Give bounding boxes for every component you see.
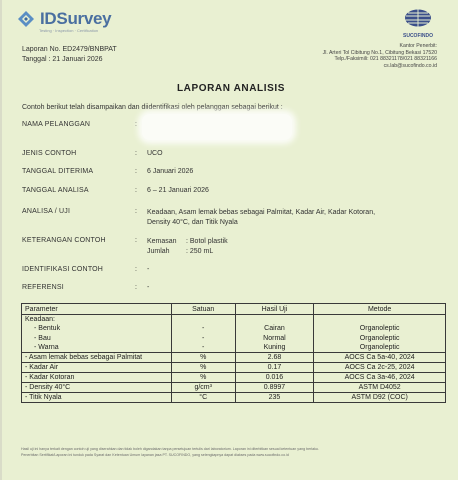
cell-satuan: % xyxy=(171,353,235,363)
field-colon: : xyxy=(135,150,137,157)
table-row xyxy=(22,343,446,353)
table-row xyxy=(22,363,446,373)
field-label-uji: ANALISA / UJI xyxy=(22,208,71,215)
field-value-jenis: UCO xyxy=(147,150,163,157)
cell-metode: AOCS Ca 3a-46, 2024 xyxy=(314,373,446,383)
field-value-keterangan xyxy=(147,237,228,257)
cell-metode xyxy=(314,315,446,325)
field-colon: : xyxy=(135,237,137,244)
cell-hasil xyxy=(235,315,314,325)
jumlah-row xyxy=(147,247,228,257)
intro-text: Contoh berikut telah disampaikan dan diidentifikasi oleh pelanggan sebagai berikut : xyxy=(22,104,283,111)
jumlah-value: : 250 mL xyxy=(186,248,214,255)
cell-parameter: - Asam lemak bebas sebagai Palmitat xyxy=(22,353,172,363)
idsurvey-logo-icon xyxy=(16,9,36,29)
cell-parameter: - Kadar Kotoran xyxy=(22,373,172,383)
cell-parameter: - Warna xyxy=(22,343,172,353)
field-value-identifikasi: - xyxy=(147,266,150,273)
field-colon: : xyxy=(135,284,137,291)
idsurvey-logo-text: IDSurvey xyxy=(40,9,112,28)
field-label-identifikasi: IDENTIFIKASI CONTOH xyxy=(22,266,104,273)
cell-parameter: - Bau xyxy=(22,334,172,344)
field-label-pelanggan: NAMA PELANGGAN xyxy=(22,121,91,128)
report-title: LAPORAN ANALISIS xyxy=(176,83,286,94)
field-colon: : xyxy=(135,208,137,215)
cell-metode: AOCS Ca 5a-40, 2024 xyxy=(314,353,446,363)
issuer-line: Jl. Arteri Tol Cibitung No.1, Cibitung Bekasi 17520 xyxy=(322,49,437,56)
table-row xyxy=(22,393,446,403)
table-row xyxy=(22,334,446,344)
header-metode: Metode xyxy=(314,304,446,315)
field-label-keterangan: KETERANGAN CONTOH xyxy=(22,237,106,244)
issuer-line: cs.lab@sucofindo.co.id xyxy=(383,62,437,69)
field-colon: : xyxy=(135,121,137,128)
issuer-address xyxy=(323,43,437,69)
cell-metode: AOCS Ca 2c-25, 2024 xyxy=(314,363,446,373)
cell-hasil: Normal xyxy=(235,334,314,344)
cell-parameter: - Density 40°C xyxy=(22,383,172,393)
cell-satuan: - xyxy=(171,334,235,344)
cell-hasil: Cairan xyxy=(235,324,314,334)
cell-metode: ASTM D92 (COC) xyxy=(314,393,446,403)
sucofindo-logo xyxy=(392,8,444,39)
field-value-analisa: 6 – 21 Januari 2026 xyxy=(147,187,209,194)
cell-satuan: g/cm³ xyxy=(171,383,235,393)
table-row xyxy=(22,373,446,383)
cell-satuan: °C xyxy=(171,393,235,403)
report-reference xyxy=(22,45,117,65)
report-date: Tanggal : 21 Januari 2026 xyxy=(22,56,103,63)
table-header-row xyxy=(22,304,446,315)
issuer-line: Kantor Penerbit: xyxy=(399,43,437,49)
cell-parameter: - Titik Nyala xyxy=(22,393,172,403)
field-colon: : xyxy=(135,266,137,273)
cell-hasil: 235 xyxy=(235,393,314,403)
cell-satuan xyxy=(171,315,235,325)
footer-line: Hasil uji ini hanya terkait dengan contoh uji yang diserahkan dan tidak boleh digandakan tanpa persetujuan tertulis dari laboratorium. Laporan ini diterbitkan sesuai ketentuan yang berlaku. xyxy=(21,447,319,451)
cell-hasil: 0.17 xyxy=(235,363,314,373)
cell-metode: Organoleptic xyxy=(314,324,446,334)
cell-satuan: % xyxy=(171,373,235,383)
field-label-jenis: JENIS CONTOH xyxy=(22,150,77,157)
table-row-keadaan xyxy=(22,315,446,325)
cell-metode: ASTM D4052 xyxy=(314,383,446,393)
redacted-customer-name xyxy=(142,114,292,140)
table-row xyxy=(22,324,446,334)
kemasan-key: Kemasan xyxy=(147,238,177,245)
idsurvey-tagline: Testing · Inspection · Certification xyxy=(39,28,99,33)
cell-satuan: - xyxy=(171,324,235,334)
cell-hasil: 0.016 xyxy=(235,373,314,383)
field-value-uji xyxy=(147,208,375,228)
report-number: Laporan No. ED2479/BNBPAT xyxy=(22,46,117,53)
field-label-analisa: TANGGAL ANALISA xyxy=(22,187,89,194)
sucofindo-logo-text: SUCOFINDO xyxy=(403,33,433,39)
cell-parameter: - Bentuk xyxy=(22,324,172,334)
field-label-diterima: TANGGAL DITERIMA xyxy=(22,168,94,175)
table-row xyxy=(22,353,446,363)
issuer-line: Telp./Faksimili: 021 88321178/021 88321166 xyxy=(334,56,437,63)
cell-hasil: 2.68 xyxy=(235,353,314,363)
cell-satuan: - xyxy=(171,343,235,353)
cell-parameter: Keadaan: xyxy=(22,315,172,325)
field-colon: : xyxy=(135,168,137,175)
idsurvey-logo xyxy=(16,9,111,29)
kemasan-row xyxy=(147,237,228,247)
field-label-referensi: REFERENSI xyxy=(22,284,64,291)
cell-metode: Organoleptic xyxy=(314,334,446,344)
footer-line: Penerbitan Sertifikat/Laporan ini tunduk pada Syarat dan Ketentuan Umum layanan jasa PT. SUCOFINDO, yang selengkapnya dapat diakses pada www.sucofindo.co.id xyxy=(21,453,289,457)
header-hasil-uji: Hasil Uji xyxy=(235,304,314,315)
field-colon: : xyxy=(135,187,137,194)
sucofindo-globe-icon xyxy=(403,8,433,28)
field-value-uji-line: Density 40°C, dan Titik Nyala xyxy=(147,219,238,226)
field-value-referensi: - xyxy=(147,284,150,291)
cell-parameter: - Kadar Air xyxy=(22,363,172,373)
cell-hasil: 0.8997 xyxy=(235,383,314,393)
header-satuan: Satuan xyxy=(171,304,235,315)
cell-hasil: Kuning xyxy=(235,343,314,353)
header-parameter: Parameter xyxy=(22,304,172,315)
footer-disclaimer xyxy=(21,446,446,458)
jumlah-key: Jumlah xyxy=(147,248,170,255)
field-value-uji-line: Keadaan, Asam lemak bebas sebagai Palmitat, Kadar Air, Kadar Kotoran, xyxy=(147,209,376,216)
cell-metode: Organoleptic xyxy=(314,343,446,353)
kemasan-value: : Botol plastik xyxy=(186,238,228,245)
cell-satuan: % xyxy=(171,363,235,373)
table-row xyxy=(22,383,446,393)
results-table xyxy=(21,303,446,403)
field-value-diterima: 6 Januari 2026 xyxy=(147,168,194,175)
